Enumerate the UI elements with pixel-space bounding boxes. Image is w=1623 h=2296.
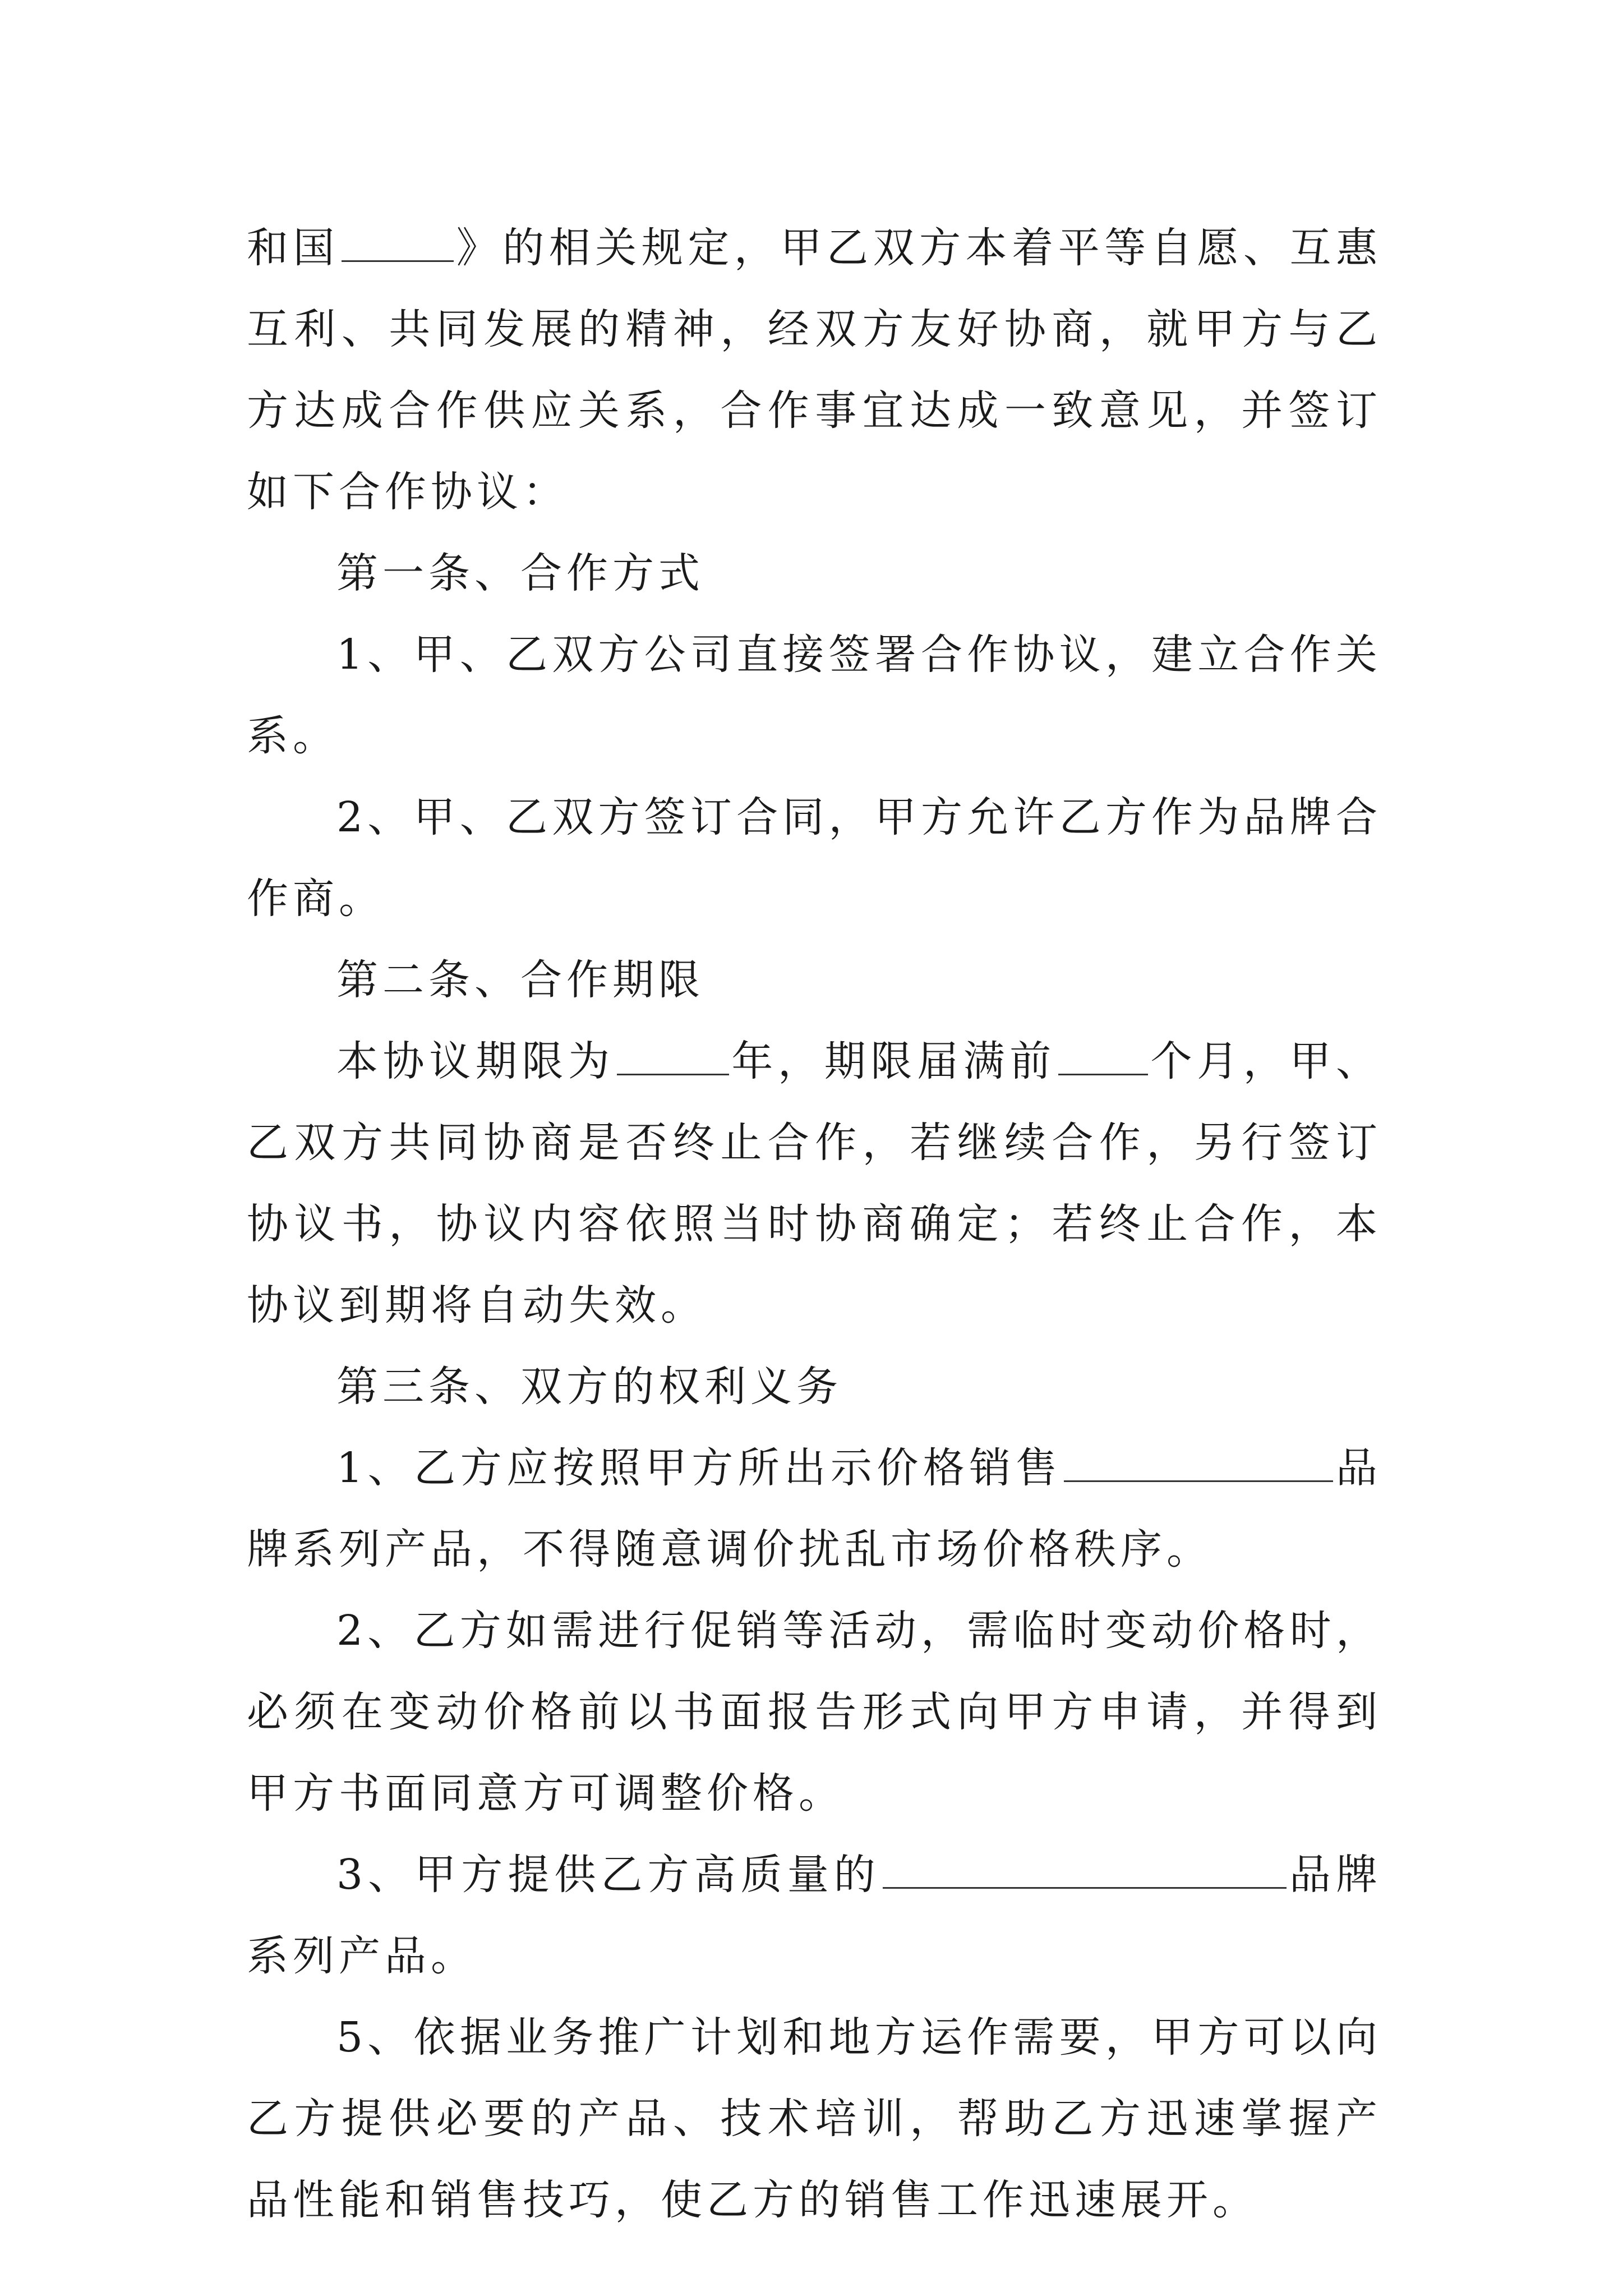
paragraph-art3-item2 <box>247 1590 1382 1834</box>
paragraph-text: 1、甲、乙双方公司直接签署合作协议，建立合作关系。 <box>247 631 1382 760</box>
paragraph-art2-title <box>247 940 1382 1021</box>
paragraph-text: 品牌系列产品。 <box>247 1851 1382 1980</box>
paragraph-text: 和国 <box>247 224 340 272</box>
paragraph-text: 本协议期限为 <box>336 1037 615 1085</box>
fill-in-blank <box>342 227 454 262</box>
paragraph-text: 2、乙方如需进行促销等活动，需临时变动价格时，必须在变动价格前以书面报告形式向甲方申请，并得到甲方书面同意方可调整价格。 <box>247 1607 1382 1818</box>
paragraph-art1-item2 <box>247 777 1382 940</box>
paragraph-text: 》的相关规定，甲乙双方本着平等自愿、互惠互利、共同发展的精神，经双方友好协商，就甲方与乙方达成合作供应关系，合作事宜达成一致意见，并签订如下合作协议： <box>247 224 1382 516</box>
paragraph-text: 1、乙方应按照甲方所出示价格销售 <box>336 1444 1062 1492</box>
fill-in-blank <box>1058 1040 1148 1075</box>
paragraph-text: 5、依据业务推广计划和地方运作需要，甲方可以向乙方提供必要的产品、技术培训，帮助乙方迅速掌握产品性能和销售技巧，使乙方的销售工作迅速展开。 <box>247 2013 1382 2224</box>
paragraph-text: 年，期限届满前 <box>731 1037 1056 1085</box>
paragraph-text: 3、甲方提供乙方高质量的 <box>336 1851 880 1899</box>
paragraph-art1-title <box>247 533 1382 614</box>
paragraph-art3-title <box>247 1346 1382 1428</box>
paragraph-text: 第一条、合作方式 <box>336 549 704 597</box>
paragraph-art3-item1 <box>247 1428 1382 1590</box>
paragraph-text: 第三条、双方的权利义务 <box>336 1363 842 1411</box>
paragraph-art1-item1 <box>247 614 1382 777</box>
paragraph-text: 个月，甲、乙双方共同协商是否终止合作，若继续合作，另行签订协议书，协议内容依照当时协商确定；若终止合作，本协议到期将自动失效。 <box>247 1037 1382 1329</box>
paragraph-text: 第二条、合作期限 <box>336 956 704 1004</box>
paragraph-art2-body <box>247 1021 1382 1346</box>
fill-in-blank <box>883 1853 1287 1889</box>
paragraph-art3-item5 <box>247 1997 1382 2241</box>
paragraph-art3-item3 <box>247 1834 1382 1997</box>
paragraph-intro <box>247 208 1382 533</box>
fill-in-blank <box>1064 1447 1333 1482</box>
paragraph-text: 品牌系列产品，不得随意调价扰乱市场价格秩序。 <box>247 1444 1382 1573</box>
fill-in-blank <box>617 1040 729 1075</box>
paragraph-text: 2、甲、乙双方签订合同，甲方允许乙方作为品牌合作商。 <box>247 793 1382 923</box>
document-body <box>247 208 1382 2241</box>
